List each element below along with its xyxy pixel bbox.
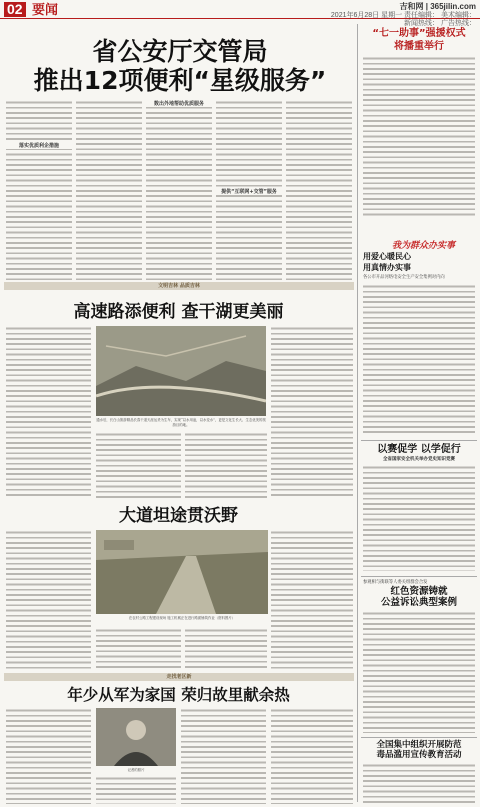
lead-title-line2: 推出12项便利“星级服务” xyxy=(33,66,327,95)
page-number: 02 xyxy=(4,2,26,17)
side-story-2-title-1: 用爱心暖民心 xyxy=(363,252,411,261)
story-3-photo xyxy=(96,530,268,614)
story-2-col-2 xyxy=(96,432,181,498)
hotline: 新闻热线： 广告热线： xyxy=(404,20,476,27)
side-story-4-title-2: 公益诉讼典型案例 xyxy=(380,597,457,608)
page-header xyxy=(0,0,480,27)
story-4-caption: 记者的照片 xyxy=(127,768,145,772)
story-2-caption: 通水后，长白山旅游精品长春干道天涯运货为生车，实现“以水用途，以水变水”，更是文化生长大、生态优美的旅游目的地。 xyxy=(96,418,266,427)
side-story-1-text xyxy=(363,56,475,216)
story-3-col-1 xyxy=(6,530,91,670)
section-banner-2 xyxy=(4,673,354,681)
lead-title-line1: 省公安厅交管局 xyxy=(92,37,268,66)
section-banner-1 xyxy=(4,282,354,290)
lead-subhead-3: 落实优质利企措施 xyxy=(6,142,72,149)
side-story-4-kicker: 参观相与街联等人委关组群会合发 xyxy=(363,580,428,585)
side-story-2-brand: 我为群众办实事 xyxy=(392,241,456,251)
story-3-col-2 xyxy=(96,628,181,670)
side-story-4-text xyxy=(363,611,475,733)
lead-col-5 xyxy=(286,100,352,280)
story-3-col-4 xyxy=(271,530,353,670)
header-info xyxy=(331,1,476,28)
story-4-photo xyxy=(96,708,176,766)
section-name: 要闻 xyxy=(32,2,59,17)
lead-subhead-1: 数出外地帮助优质服务 xyxy=(146,100,212,107)
story-2-photo xyxy=(96,326,266,416)
lead-col-2 xyxy=(76,100,142,280)
lead-col-3 xyxy=(146,100,212,280)
date-line: 2021年6月28日 星期一 责任编辑： 美术编辑： xyxy=(330,12,476,19)
side-rule-3 xyxy=(361,737,477,738)
banner-2-label: 走找老区新 xyxy=(166,674,192,680)
side-story-1-title-2: 将播重举行 xyxy=(394,41,444,52)
story-3-caption: 在农村公路工程建设现场 施工机械正在进行路面铺筑作业（资料图片） xyxy=(128,616,236,620)
side-story-5-title-2: 毒品滥用宣传教育活动 xyxy=(376,750,462,760)
side-story-5-title-1: 全国集中组织开展防范 xyxy=(376,740,462,750)
story-2-col-3 xyxy=(185,432,267,498)
story-4-col-4 xyxy=(271,708,353,804)
side-rule-1 xyxy=(361,440,477,441)
side-story-2-sub: 各公市开品河络电安全生产安全集例对内向 xyxy=(363,275,445,280)
portrait-photo-icon xyxy=(96,708,176,766)
story-3-col-3 xyxy=(185,628,267,670)
side-story-3-text xyxy=(363,465,475,571)
side-story-4-title-1: 红色资源铸就 xyxy=(390,586,448,597)
side-story-1-title-1: “七一助事”强援权式 xyxy=(372,28,466,39)
road-photo-icon xyxy=(96,530,268,614)
story-4-col-1 xyxy=(6,708,91,804)
lead-subhead-2: 提供“互联网+交管”服务 xyxy=(216,188,282,195)
story-4-col-2 xyxy=(96,776,176,804)
story-2-col-4 xyxy=(271,326,353,498)
lead-col-1 xyxy=(6,100,72,280)
story-2-title: 高速路添便利 查干湖更美丽 xyxy=(73,302,284,322)
aerial-photo-icon xyxy=(96,326,266,416)
story-4-title: 年少从军为家国 荣归故里献余热 xyxy=(67,686,290,704)
site-name[interactable]: 吉和网 | 365jilin.com xyxy=(399,2,476,11)
side-story-2-text xyxy=(363,284,475,434)
side-story-3-sub: 全省国家安全机关举办党史知识竞赛 xyxy=(383,457,455,462)
story-4-col-3 xyxy=(181,708,266,804)
side-story-5-text xyxy=(363,763,475,803)
side-rule-2 xyxy=(361,576,477,577)
side-story-3-title: 以赛促学 以学促行 xyxy=(377,444,461,455)
banner-1-label: 文明吉林 品质吉林 xyxy=(158,283,200,289)
story-2-col-1 xyxy=(6,326,91,498)
side-story-2-title-2: 用真情办实事 xyxy=(363,263,411,272)
column-divider xyxy=(357,24,358,802)
story-3-title: 大道坦途贯沃野 xyxy=(119,506,238,526)
